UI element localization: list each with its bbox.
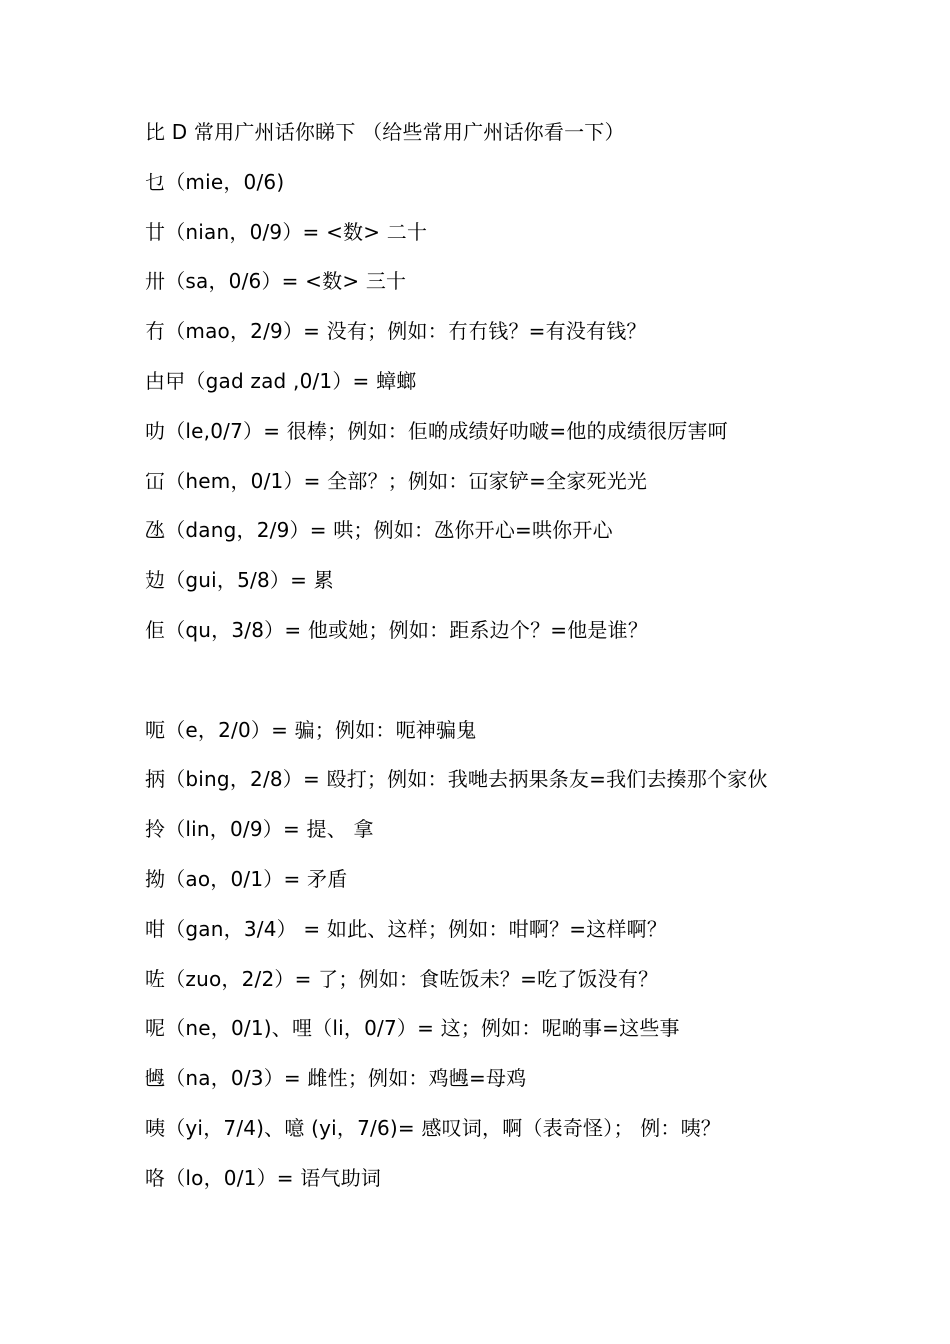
term-line: 冚（hem，0/1）= 全部？；例如：冚家铲=全家死光光 — [145, 468, 648, 493]
term-line: 咯（lo，0/1）= 语气助词 — [145, 1165, 382, 1190]
term-line: 拎（lin，0/9）= 提、 拿 — [145, 817, 374, 842]
term-line: 甴曱（gad zad ,0/1）= 蟑螂 — [145, 368, 417, 393]
term-line: 乜（mie，0/6) — [145, 169, 285, 194]
term-line: 咗（zuo，2/2）= 了；例如：食咗饭未？=吃了饭没有？ — [145, 966, 659, 991]
document-title: 比 D 常用广州话你睇下 （给些常用广州话你看一下） — [145, 120, 625, 144]
term-line: 呢（ne，0/1)、哩（li，0/7）= 这；例如：呢啲事=这些事 — [145, 1016, 680, 1041]
term-line: 咁（gan，3/4） = 如此、这样；例如：咁啊？=这样啊？ — [145, 916, 668, 941]
term-line: 呃（e，2/0）= 骗；例如：呃神骗鬼 — [145, 717, 477, 742]
term-line: 拗（ao，0/1）= 矛盾 — [145, 866, 348, 891]
paragraph-gap — [145, 666, 935, 716]
term-line: 佢（qu，3/8）= 他或她；例如：距系边个？=他是谁？ — [145, 617, 649, 642]
term-line: 冇（mao，2/9）= 没有；例如：冇冇钱？=有没有钱？ — [145, 319, 647, 344]
term-line: 咦（yi，7/4)、噫 (yi，7/6)= 感叹词，啊（表奇怪）； 例：咦？ — [145, 1115, 721, 1140]
term-line: 卅（sa，0/6）= <数> 三十 — [145, 269, 407, 294]
term-line: 乸（na，0/3）= 雌性；例如：鸡乸=母鸡 — [145, 1066, 527, 1091]
term-line: 叻（le,0/7）= 很棒；例如：佢啲成绩好叻啵=他的成绩很厉害呵 — [145, 418, 728, 443]
term-line: 攰（gui，5/8）= 累 — [145, 568, 334, 593]
document-body — [145, 118, 935, 1214]
term-line: 廿（nian，0/9）= <数> 二十 — [145, 219, 428, 244]
term-line: 氹（dang，2/9）= 哄；例如：氹你开心=哄你开心 — [145, 518, 613, 543]
term-line: 抦（bing，2/8）= 殴打；例如：我哋去抦果条友=我们去揍那个家伙 — [145, 767, 768, 792]
